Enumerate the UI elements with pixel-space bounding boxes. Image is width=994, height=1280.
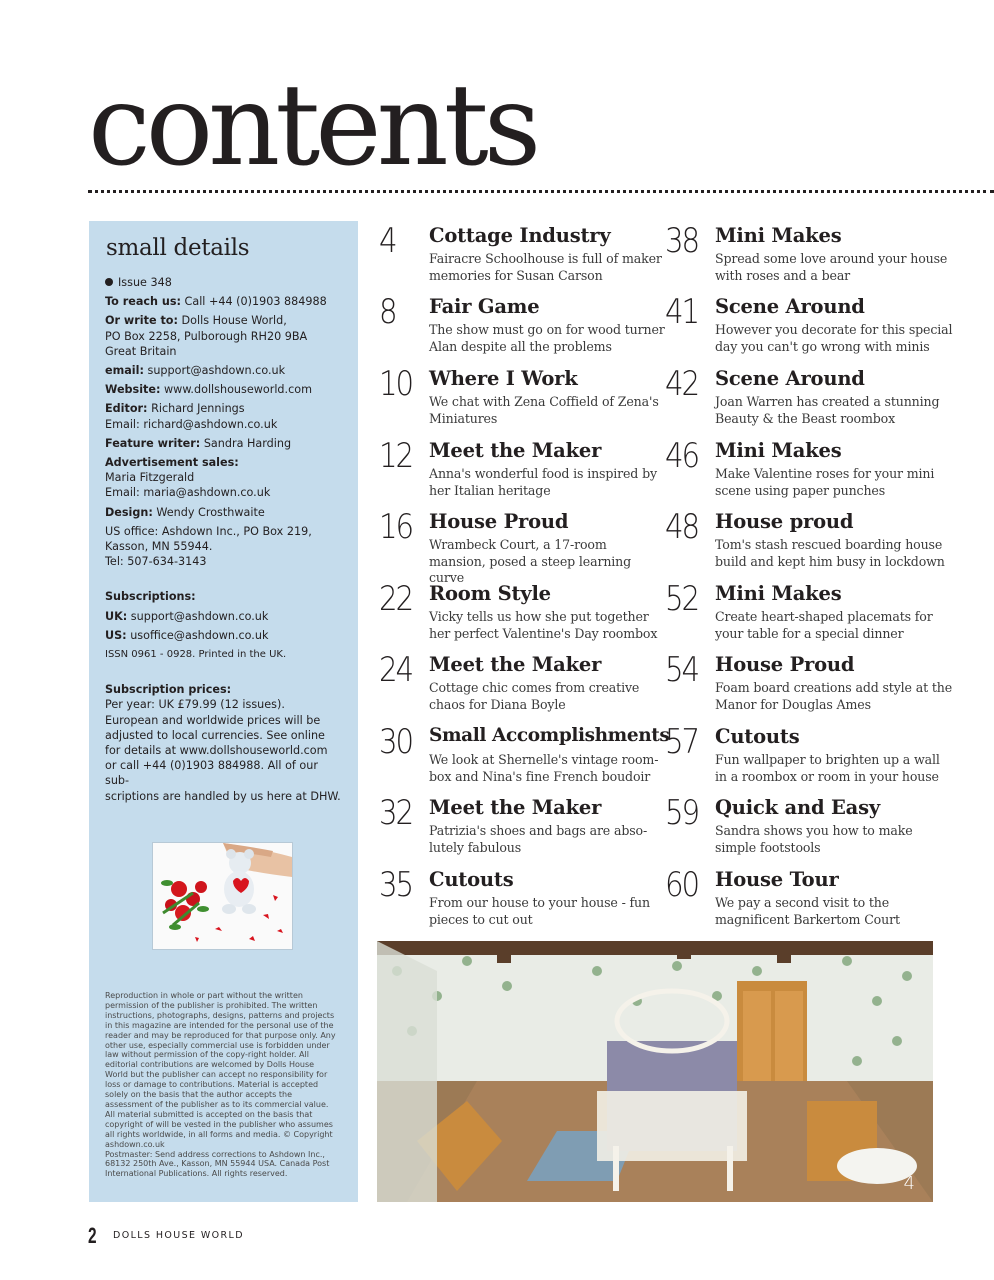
entry-title: Scene Around xyxy=(715,295,865,318)
entry-title: Scene Around xyxy=(715,367,865,390)
entry-title: House proud xyxy=(715,510,854,533)
entry-description: However you decorate for this special day you can't go wrong with minis xyxy=(715,322,953,354)
entry-title: Cutouts xyxy=(429,868,514,891)
feature-writer-line: Feature writer: Sandra Harding xyxy=(105,436,292,450)
us-office: US office: Ashdown Inc., PO Box 219, Kasson, MN 55944. Tel: 507-634-3143 xyxy=(105,524,312,569)
issue-line: Issue 348 xyxy=(105,275,342,290)
design-line: Design: Wendy Crosthwaite xyxy=(105,505,265,519)
page-number: 52 xyxy=(665,579,698,619)
entry-title: Mini Makes xyxy=(715,439,842,462)
page-number: 32 xyxy=(379,793,412,833)
dolls-house-bedroom-photo xyxy=(377,941,933,1202)
entry-title: Mini Makes xyxy=(715,224,842,247)
entry-title: Cutouts xyxy=(715,725,800,748)
entry-title: Room Style xyxy=(429,582,551,605)
subs-uk-email[interactable]: support@ashdown.co.uk xyxy=(130,609,269,623)
page-number: 41 xyxy=(665,292,698,332)
page-number: 16 xyxy=(379,507,412,547)
entry-description: Make Valentine roses for your mini scene using paper punches xyxy=(715,466,935,498)
editor-email[interactable]: Email: richard@ashdown.co.uk xyxy=(105,417,278,431)
email-line: email: support@ashdown.co.uk xyxy=(105,364,286,378)
page-number: 22 xyxy=(379,579,412,619)
entry-description: Vicky tells us how she put together her perfect Valentine's Day roombox xyxy=(429,609,658,641)
entry-title: Quick and Easy xyxy=(715,796,880,819)
page-number: 42 xyxy=(665,364,698,404)
bullet-icon xyxy=(105,278,113,286)
page-number: 12 xyxy=(379,436,412,476)
page-number: 48 xyxy=(665,507,698,547)
page-title: contents xyxy=(88,61,537,191)
editor-line: Editor: Richard Jennings Email: richard@ashdown.co.uk xyxy=(105,402,278,431)
page-number: 54 xyxy=(665,650,698,690)
entry-description: Sandra shows you how to make simple footstools xyxy=(715,823,913,855)
entry-description: Foam board creations add style at the Manor for Douglas Ames xyxy=(715,680,953,712)
entry-description: Fun wallpaper to brighten up a wall in a roombox or room in your house xyxy=(715,752,940,784)
subscriptions-heading: Subscriptions: xyxy=(105,590,196,604)
page-number: 60 xyxy=(665,865,698,905)
subs-uk: UK: support@ashdown.co.uk xyxy=(105,609,269,623)
entry-title: Meet the Maker xyxy=(429,439,602,462)
entry-description: Create heart-shaped placemats for your table for a special dinner xyxy=(715,609,933,641)
page-number: 30 xyxy=(379,722,412,762)
entry-description: Patrizia's shoes and bags are abso-lutely fabulous xyxy=(429,823,648,855)
entry-title: Mini Makes xyxy=(715,582,842,605)
page-number: 10 xyxy=(379,364,412,404)
subs-us-email[interactable]: usoffice@ashdown.co.uk xyxy=(130,628,269,642)
folio-number: 2 xyxy=(88,1223,97,1248)
entry-description: We chat with Zena Coffield of Zena's Miniatures xyxy=(429,394,659,426)
entry-description: Cottage chic comes from creative chaos for Diana Boyle xyxy=(429,680,640,712)
page-number: 35 xyxy=(379,865,412,905)
page-number: 38 xyxy=(665,221,698,261)
entry-description: Fairacre Schoolhouse is full of maker memories for Susan Carson xyxy=(429,251,662,283)
entry-description: Tom's stash rescued boarding house build and kept him busy in lockdown xyxy=(715,537,945,569)
entry-title: Where I Work xyxy=(429,367,578,390)
entry-title: Cottage Industry xyxy=(429,224,611,247)
write-to: Or write to: Dolls House World, PO Box 2258, Pulborough RH20 9BA Great Britain xyxy=(105,314,308,358)
page-number: 24 xyxy=(379,650,412,690)
ad-sales: Advertisement sales: Maria Fitzgerald Email: maria@ashdown.co.uk xyxy=(105,456,271,500)
page-number: 59 xyxy=(665,793,698,833)
entry-description: From our house to your house - fun pieces to cut out xyxy=(429,895,650,927)
entry-description: Wrambeck Court, a 17-room mansion, posed a steep learning curve xyxy=(429,537,632,586)
entry-description: The show must go on for wood turner Alan despite all the problems xyxy=(429,322,665,354)
page-number: 46 xyxy=(665,436,698,476)
entry-title: Small Accomplishments xyxy=(429,725,670,746)
website-line: Website: www.dollshouseworld.com xyxy=(105,383,312,397)
entry-description: Joan Warren has created a stunning Beauty & the Beast roombox xyxy=(715,394,940,426)
entry-description: Anna's wonderful food is inspired by her Italian heritage xyxy=(429,466,657,498)
page-number: 57 xyxy=(665,722,698,762)
entry-title: Fair Game xyxy=(429,295,540,318)
small-details-panel xyxy=(89,221,358,1202)
website-link[interactable]: www.dollshouseworld.com xyxy=(164,383,312,397)
contact-details xyxy=(105,275,342,804)
teddy-bear-roses-photo xyxy=(152,842,293,950)
entry-description: We look at Shernelle's vintage room-box and Nina's fine French boudoir xyxy=(429,752,659,784)
photo-page-reference: 4 xyxy=(903,1173,915,1194)
subs-us: US: usoffice@ashdown.co.uk xyxy=(105,628,269,642)
magazine-name: DOLLS HOUSE WORLD xyxy=(113,1230,244,1241)
entry-description: We pay a second visit to the magnificent Barkertom Court xyxy=(715,895,900,927)
entry-description: Spread some love around your house with roses and a bear xyxy=(715,251,948,283)
reach-us: To reach us: Call +44 (0)1903 884988 xyxy=(105,295,327,309)
entry-title: House Proud xyxy=(429,510,569,533)
entry-title: Meet the Maker xyxy=(429,796,602,819)
legal-fineprint: Reproduction in whole or part without the written permission of the publisher is prohibited. The written instructions, photographs, designs, patterns and projects in this magazine are intended for the personal use of the reader and may be reproduced for that purpose only. Any other use, especially commercial use is forbidden under law without permission of the copy-right holder. All editorial contributions are welcomed by Dolls House World but the publisher can accept no responsibility for loss or damage to contributions. Material is accepted solely on the basis that the author accepts the assessment of the publisher as to its commercial value. All material submitted is accepted on the basis that copyright of will be vested in the publisher who assumes all rights worldwide, in all forms and media. © Copyright ashdown.co.uk Postmaster: Send address corrections to Ashdown Inc., 68132 250th Ave., Kasson, MN 55944 USA. Canada Post International Publications. All rights reserved. xyxy=(105,991,336,1179)
entry-title: House Tour xyxy=(715,868,839,891)
entry-title: Meet the Maker xyxy=(429,653,602,676)
ads-email[interactable]: Email: maria@ashdown.co.uk xyxy=(105,486,271,500)
sidebar-heading: small details xyxy=(106,235,250,261)
entry-title: House Proud xyxy=(715,653,855,676)
dotted-divider xyxy=(88,190,994,193)
page-number: 8 xyxy=(379,292,396,332)
page-number: 4 xyxy=(379,221,396,261)
issn: ISSN 0961 - 0928. Printed in the UK. xyxy=(105,649,287,661)
email-link[interactable]: support@ashdown.co.uk xyxy=(147,364,286,378)
subscription-prices: Subscription prices: Per year: UK £79.99 (12 issues). European and worldwide prices will be adjusted to local currencies. See online for details at www.dollshouseworld.com or call +44 (0)1903 884988. All of our sub- scriptions are handled by us here at DHW. xyxy=(105,683,341,803)
